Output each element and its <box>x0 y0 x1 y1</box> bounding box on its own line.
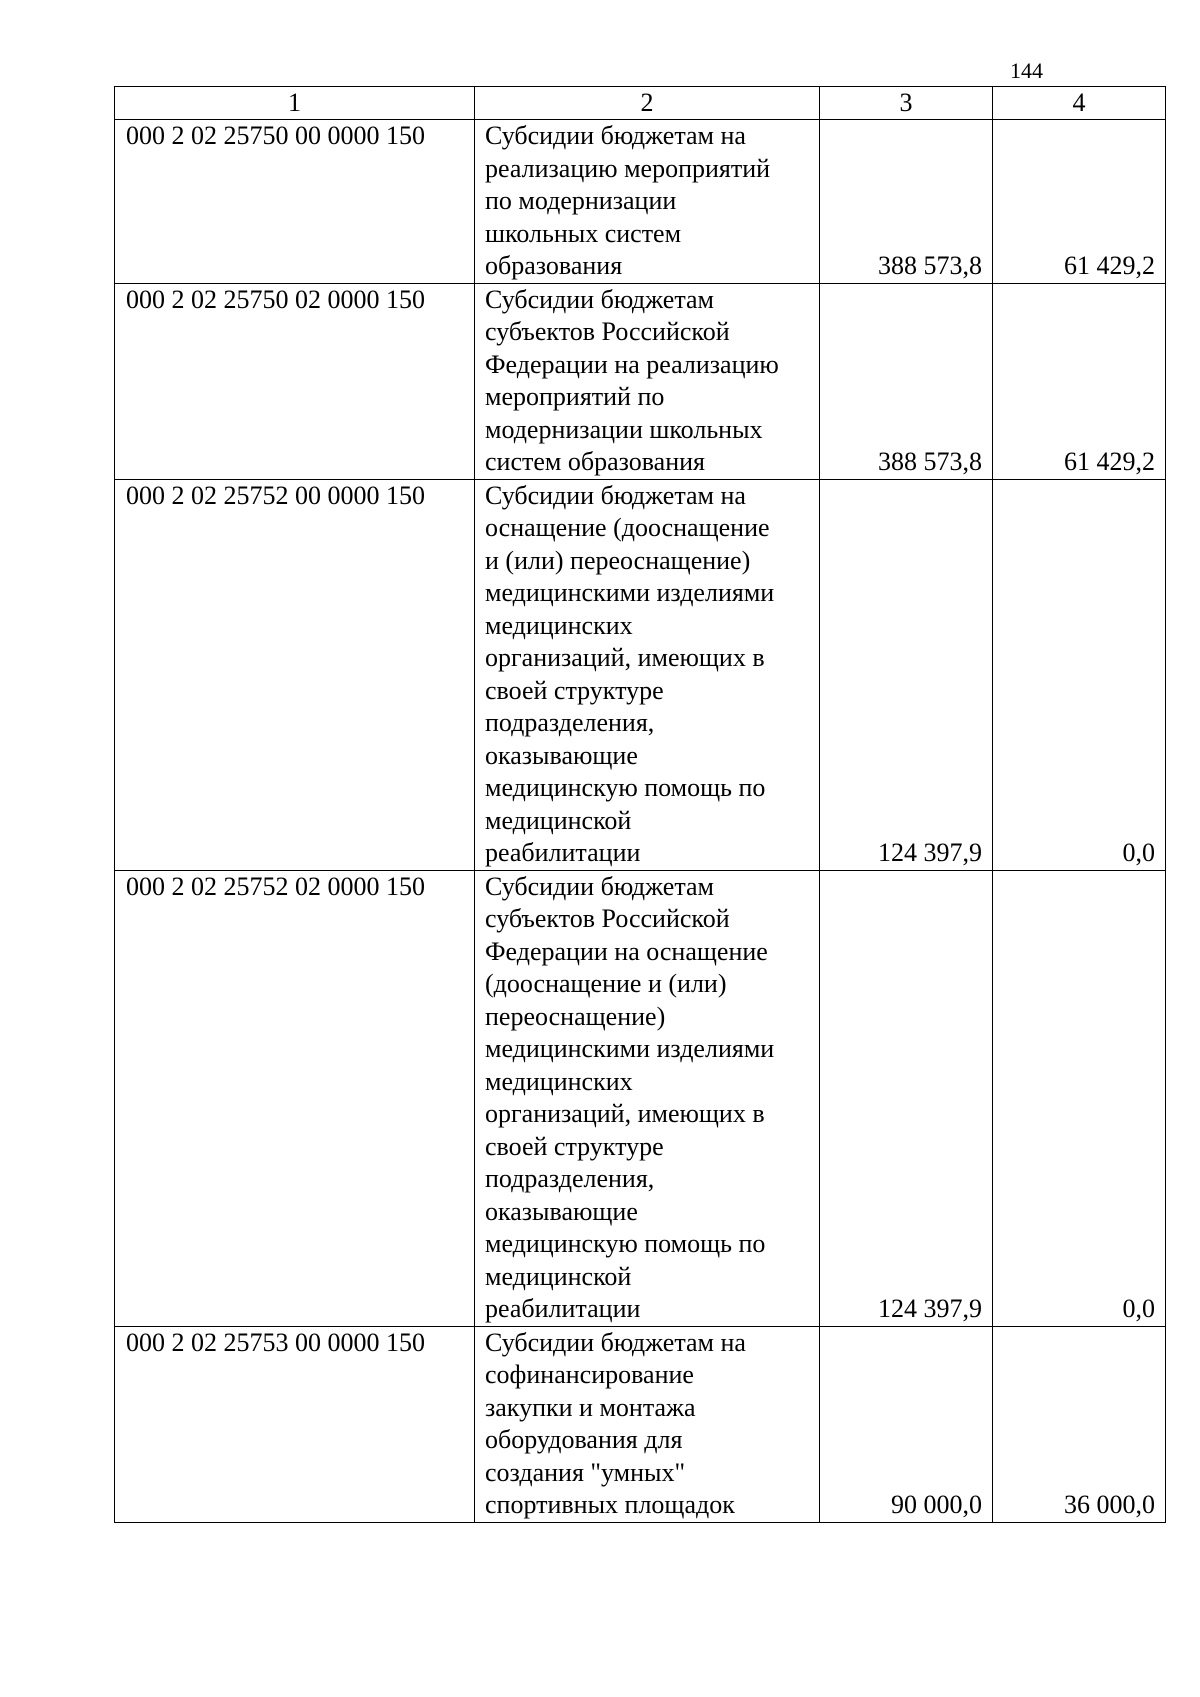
amount-column-4-cell: 0,0 <box>993 479 1166 870</box>
header-row <box>115 87 1166 120</box>
table-row <box>115 120 1166 284</box>
amount-column-4-cell: 0,0 <box>993 870 1166 1326</box>
budget-code-cell: 000 2 02 25750 02 0000 150 <box>115 283 475 479</box>
description-cell: Субсидии бюджетам на софинансирование закупки и монтажа оборудования для создания "умных" спортивных площадок <box>475 1326 820 1522</box>
amount-column-4-cell: 36 000,0 <box>993 1326 1166 1522</box>
table-body <box>115 120 1166 1523</box>
description-cell: Субсидии бюджетам на реализацию мероприятий по модернизации школьных систем образования <box>475 120 820 284</box>
budget-code-cell: 000 2 02 25752 00 0000 150 <box>115 479 475 870</box>
header-column-3: 3 <box>820 87 993 120</box>
budget-code-cell: 000 2 02 25750 00 0000 150 <box>115 120 475 284</box>
page-number: 144 <box>1010 58 1043 83</box>
amount-column-4-cell: 61 429,2 <box>993 283 1166 479</box>
budget-table <box>114 86 1166 1523</box>
table-row <box>115 479 1166 870</box>
table-row <box>115 283 1166 479</box>
table-header <box>115 87 1166 120</box>
amount-column-4-cell: 61 429,2 <box>993 120 1166 284</box>
amount-column-3-cell: 388 573,8 <box>820 120 993 284</box>
amount-column-3-cell: 388 573,8 <box>820 283 993 479</box>
table-row <box>115 1326 1166 1522</box>
header-column-4: 4 <box>993 87 1166 120</box>
budget-code-cell: 000 2 02 25753 00 0000 150 <box>115 1326 475 1522</box>
header-column-2: 2 <box>475 87 820 120</box>
header-column-1: 1 <box>115 87 475 120</box>
amount-column-3-cell: 90 000,0 <box>820 1326 993 1522</box>
table-row <box>115 870 1166 1326</box>
amount-column-3-cell: 124 397,9 <box>820 479 993 870</box>
description-cell: Субсидии бюджетам на оснащение (дооснащение и (или) переоснащение) медицинскими изделиями медицинских организаций, имеющих в своей структуре подразделения, оказывающие медицинскую помощь по медицинской реабилитации <box>475 479 820 870</box>
description-cell: Субсидии бюджетам субъектов Российской Федерации на оснащение (дооснащение и (или) переоснащение) медицинскими изделиями медицинских организаций, имеющих в своей структуре подразделения, оказывающие медицинскую помощь по медицинской реабилитации <box>475 870 820 1326</box>
budget-code-cell: 000 2 02 25752 02 0000 150 <box>115 870 475 1326</box>
description-cell: Субсидии бюджетам субъектов Российской Федерации на реализацию мероприятий по модернизации школьных систем образования <box>475 283 820 479</box>
amount-column-3-cell: 124 397,9 <box>820 870 993 1326</box>
